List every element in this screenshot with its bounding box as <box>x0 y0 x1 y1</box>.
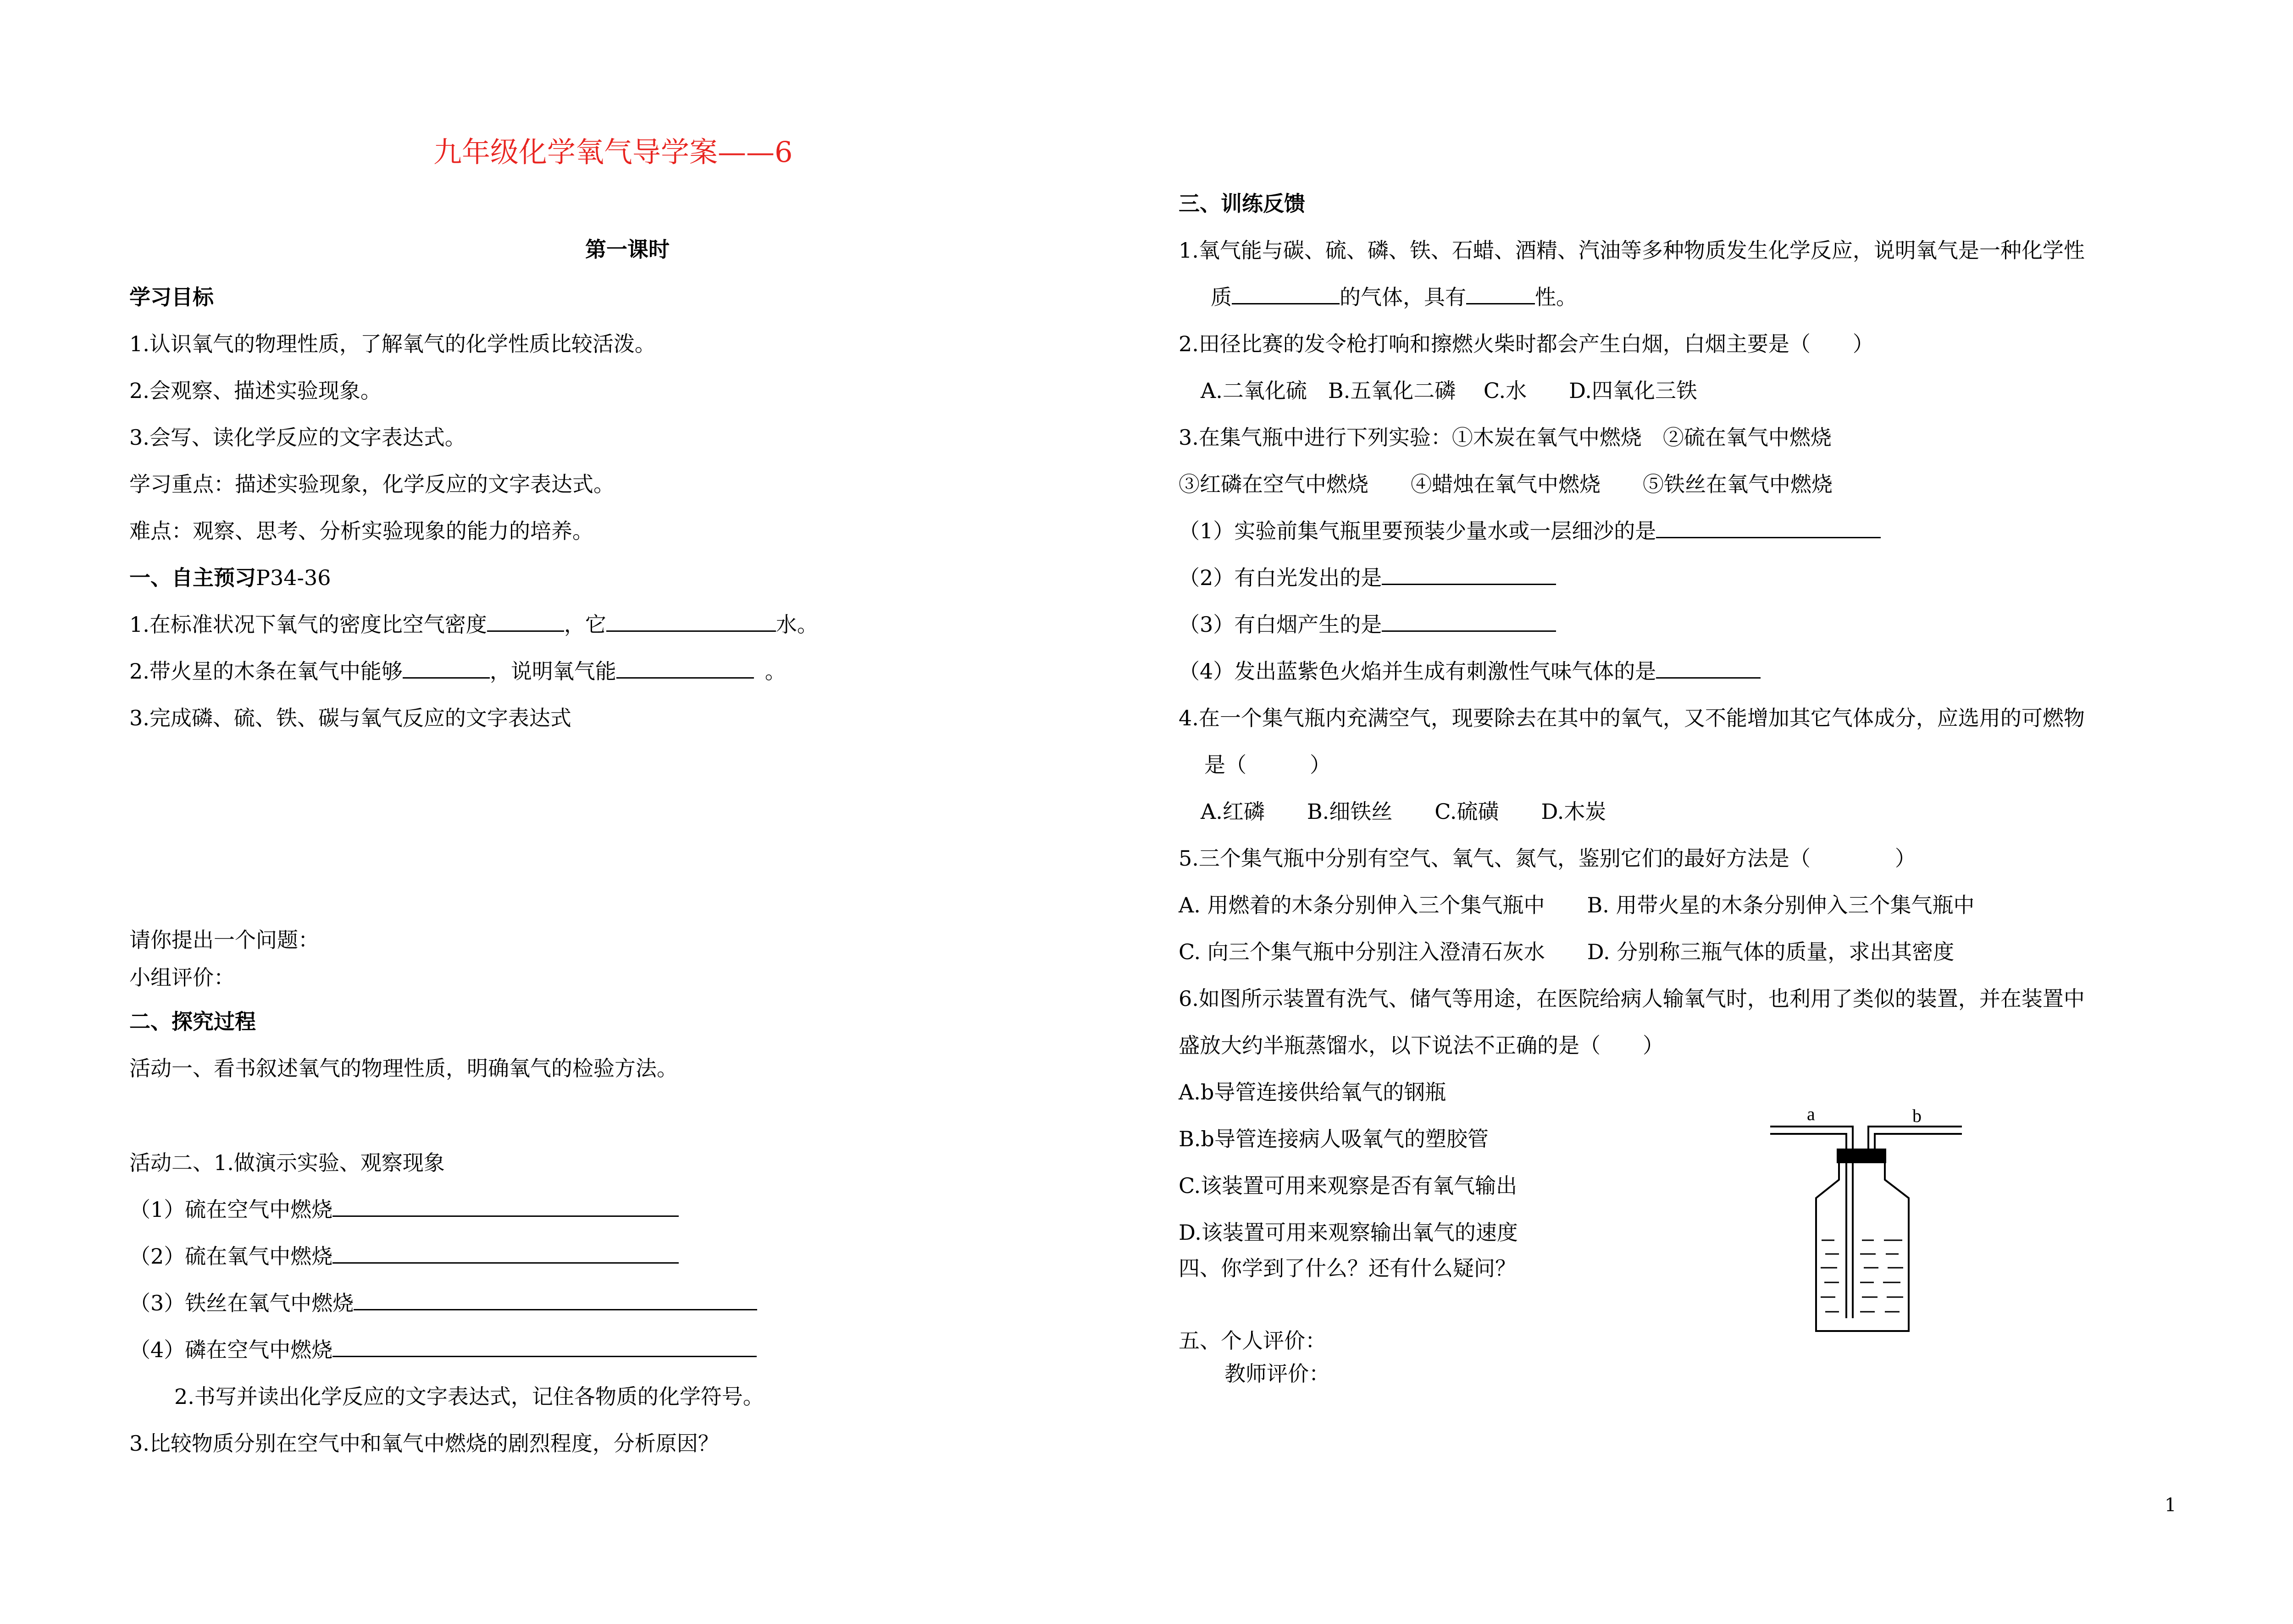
lesson-heading: 第一课时 <box>585 237 670 262</box>
goal-1: 1.认识氧气的物理性质，了解氧气的化学性质比较活泼。 <box>129 331 656 356</box>
question-3-sub-2-label: （2）有白光发出的是 <box>1179 565 1382 590</box>
question-1-text-3: 性。 <box>1535 285 1577 309</box>
observation-4 <box>129 1337 757 1363</box>
self-evaluation: 五、个人评价： <box>1179 1328 1326 1353</box>
preview-question-2 <box>129 658 786 684</box>
feedback-heading: 三、训练反馈 <box>1179 191 1305 216</box>
question-5-options-ab: A. 用燃着的木条分别伸入三个集气瓶中 B. 用带火星的木条分别伸入三个集气瓶中 <box>1179 893 1975 917</box>
question-4-line-2: 是（ ） <box>1204 752 1331 777</box>
step-3: 3.比较物质分别在空气中和氧气中燃烧的剧烈程度，分析原因？ <box>129 1431 719 1456</box>
question-6-option-b: B.b导管连接病人吸氧气的塑胶管 <box>1179 1127 1489 1151</box>
tube-label-b: b <box>1912 1105 1922 1126</box>
observation-2 <box>129 1243 679 1269</box>
question-5-options-cd: C. 向三个集气瓶中分别注入澄清石灰水 D. 分别称三瓶气体的质量，求出其密度 <box>1179 939 1955 964</box>
observation-2-label: （2）硫在氧气中燃烧 <box>129 1244 333 1269</box>
preview-heading: 一、自主预习 <box>129 565 256 590</box>
question-3-sub-3-label: （3）有白烟产生的是 <box>1179 612 1382 637</box>
fill-blank[interactable] <box>1382 612 1556 632</box>
preview-pages: P34-36 <box>256 565 331 590</box>
preview-q2-text-3: 。 <box>764 659 786 684</box>
preview-heading-line <box>129 565 331 591</box>
question-6-line-2: 盛放大约半瓶蒸馏水，以下说法不正确的是（ ） <box>1179 1033 1664 1058</box>
preview-q2-text-2: ，说明氧气能 <box>489 659 616 684</box>
fill-blank[interactable] <box>1382 565 1556 585</box>
question-1-text: 质 <box>1211 285 1232 309</box>
learned-heading: 四、你学到了什么？还有什么疑问？ <box>1179 1256 1516 1281</box>
explore-heading: 二、探究过程 <box>129 1009 256 1034</box>
question-1-text-2: 的气体，具有 <box>1340 285 1466 309</box>
question-6-option-d: D.该装置可用来观察输出氧气的速度 <box>1179 1220 1518 1245</box>
question-3-sub-3 <box>1179 612 1556 637</box>
question-6-option-c: C.该装置可用来观察是否有氧气输出 <box>1179 1173 1518 1198</box>
fill-blank[interactable] <box>487 612 564 632</box>
fill-blank[interactable] <box>1232 285 1340 304</box>
fill-blank[interactable] <box>354 1291 757 1310</box>
goals-heading: 学习目标 <box>129 285 214 309</box>
question-2: 2.田径比赛的发令枪打响和擦燃火柴时都会产生白烟，白烟主要是（ ） <box>1179 331 1874 356</box>
ask-question-prompt: 请你提出一个问题： <box>129 928 319 952</box>
teacher-evaluation: 教师评价： <box>1224 1361 1330 1386</box>
preview-question-1 <box>129 612 818 637</box>
preview-q1-text: 1.在标准状况下氧气的密度比空气密度 <box>129 612 487 637</box>
water-level <box>1821 1240 1903 1312</box>
gas-washing-bottle-figure <box>1770 1103 1972 1341</box>
fill-blank[interactable] <box>1656 519 1881 538</box>
question-3-line-2: ③红磷在空气中燃烧 ④蜡烛在氧气中燃烧 ⑤铁丝在氧气中燃烧 <box>1179 472 1833 497</box>
fill-blank[interactable] <box>1656 659 1761 679</box>
fill-blank[interactable] <box>606 612 776 632</box>
fill-blank[interactable] <box>332 1244 679 1264</box>
document-title: 九年级化学氧气导学案——6 <box>433 135 793 169</box>
question-3-sub-1-label: （1）实验前集气瓶里要预装少量水或一层细沙的是 <box>1179 519 1656 543</box>
observation-4-label: （4）磷在空气中燃烧 <box>129 1337 333 1362</box>
fill-blank[interactable] <box>1466 285 1535 304</box>
question-4-line-1: 4.在一个集气瓶内充满空气，现要除去在其中的氧气，又不能增加其它气体成分，应选用的可燃物 <box>1179 706 2085 730</box>
question-3-sub-2 <box>1179 565 1556 591</box>
fill-blank[interactable] <box>403 659 490 679</box>
question-3-sub-4 <box>1179 658 1761 684</box>
question-1-line-1: 1.氧气能与碳、硫、磷、铁、石蜡、酒精、汽油等多种物质发生化学反应，说明氧气是一种化学性 <box>1179 238 2085 263</box>
activity-1: 活动一、看书叙述氧气的物理性质，明确氧气的检验方法。 <box>129 1056 678 1081</box>
difficulty: 难点：观察、思考、分析实验现象的能力的培养。 <box>129 519 593 543</box>
key-points: 学习重点：描述实验现象，化学反应的文字表达式。 <box>129 472 615 497</box>
page-number: 1 <box>2165 1495 2177 1516</box>
question-6-option-a: A.b导管连接供给氧气的钢瓶 <box>1179 1080 1446 1105</box>
question-6-line-1: 6.如图所示装置有洗气、储气等用途，在医院给病人输氧气时，也利用了类似的装置，并在装置中 <box>1179 986 2085 1011</box>
observation-1 <box>129 1197 679 1222</box>
observation-3-label: （3）铁丝在氧气中燃烧 <box>129 1291 354 1315</box>
observation-3 <box>129 1290 757 1316</box>
preview-q2-text: 2.带火星的木条在氧气中能够 <box>129 659 403 684</box>
question-1-line-2 <box>1211 284 1577 310</box>
question-3-sub-4-label: （4）发出蓝紫色火焰并生成有刺激性气味气体的是 <box>1179 659 1656 684</box>
preview-question-3: 3.完成磷、硫、铁、碳与氧气反应的文字表达式 <box>129 706 571 730</box>
step-2: 2.书写并读出化学反应的文字表达式，记住各物质的化学符号。 <box>174 1384 764 1409</box>
preview-q1-text-2: ，它 <box>564 612 606 637</box>
question-4-options: A.红磷 B.细铁丝 C.硫磺 D.木炭 <box>1201 799 1606 824</box>
fill-blank[interactable] <box>616 659 754 679</box>
goal-2: 2.会观察、描述实验现象。 <box>129 378 382 403</box>
bottle-body <box>1816 1163 1909 1331</box>
fill-blank[interactable] <box>332 1197 679 1217</box>
group-evaluation: 小组评价： <box>129 965 235 990</box>
observation-1-label: （1）硫在空气中燃烧 <box>129 1197 333 1222</box>
tube-label-a: a <box>1807 1104 1815 1124</box>
question-5: 5.三个集气瓶中分别有空气、氧气、氮气，鉴别它们的最好方法是（ ） <box>1179 846 1916 871</box>
preview-q1-text-3: 水。 <box>775 612 818 637</box>
fill-blank[interactable] <box>332 1337 757 1357</box>
question-2-options: A.二氧化硫 B.五氧化二磷 C.水 D.四氧化三铁 <box>1201 378 1697 403</box>
bottle-stopper <box>1837 1149 1886 1163</box>
question-3-line-1: 3.在集气瓶中进行下列实验：①木炭在氧气中燃烧 ②硫在氧气中燃烧 <box>1179 425 1832 450</box>
goal-3: 3.会写、读化学反应的文字表达式。 <box>129 425 466 450</box>
question-3-sub-1 <box>1179 518 1881 544</box>
activity-2: 活动二、1.做演示实验、观察现象 <box>129 1150 445 1175</box>
